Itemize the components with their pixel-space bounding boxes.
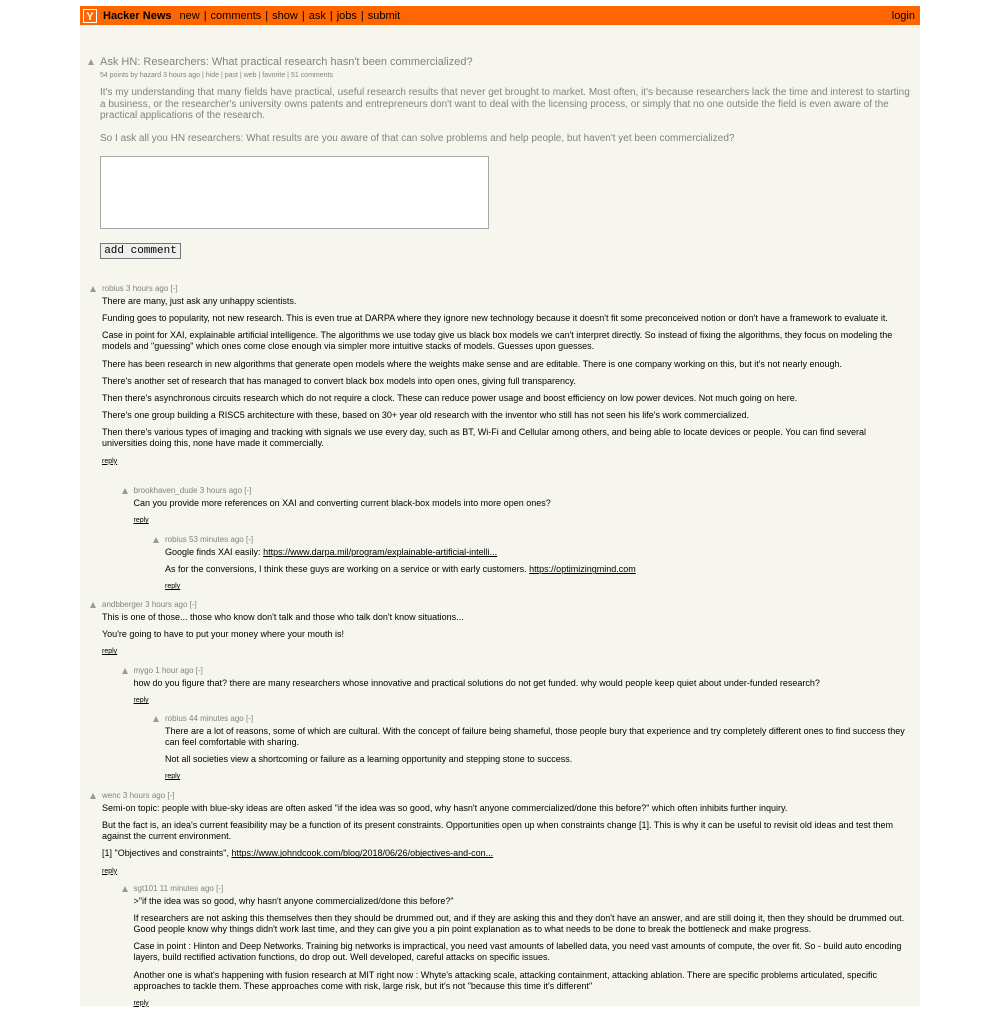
comment-text-segment: There's another set of research that has managed to convert black box models into open ones, giving full transparency. [102, 375, 576, 386]
comment-paragraph [102, 820, 912, 842]
comment-paragraph [102, 803, 912, 814]
reply-link[interactable]: reply [102, 457, 118, 465]
comment-user-link[interactable]: mygo [133, 666, 154, 675]
comment-user-link[interactable]: wenc [102, 791, 121, 800]
comment-age-link[interactable]: 3 hours ago [145, 600, 188, 609]
story-paragraph: So I ask all you HN researchers: What results are you aware of that can solve problems and help people, but haven't yet been commercialized? [100, 132, 735, 144]
collapse-toggle[interactable]: [-] [244, 486, 252, 495]
upvote-arrow-icon[interactable] [90, 793, 96, 799]
upvote-arrow-icon[interactable] [122, 886, 128, 892]
nav-show[interactable]: show [272, 9, 298, 22]
comment [102, 789, 912, 882]
comment-user-link[interactable]: andbberger [102, 600, 143, 609]
nav-comments[interactable]: comments [210, 9, 262, 22]
story-user-link[interactable]: hazard [139, 72, 162, 79]
story-age-link[interactable]: 3 hours ago [163, 72, 201, 79]
comment-text [165, 726, 912, 765]
hide-link[interactable]: hide [205, 72, 220, 79]
comment-paragraph [134, 941, 913, 963]
nav-separator: | [301, 9, 305, 22]
comment-paragraph [134, 678, 913, 689]
comment-paragraph [102, 629, 912, 640]
nav-submit[interactable]: submit [367, 9, 401, 22]
upvote-arrow-icon[interactable] [122, 668, 128, 674]
collapse-toggle[interactable]: [-] [189, 600, 197, 609]
comment [134, 882, 913, 1014]
comment-text-segment: Not all societies view a shortcoming or failure as a learning opportunity and stepping stone to success. [165, 754, 573, 765]
comment-user-link[interactable]: robius [165, 535, 187, 544]
comment-header [134, 882, 913, 896]
past-link[interactable]: past [224, 72, 238, 79]
comment-text-segment: >"if the idea was so good, why hasn't anyone commercialized/done this before?" [133, 896, 454, 906]
web-link[interactable]: web [243, 72, 257, 79]
upvote-arrow-icon[interactable] [88, 59, 94, 65]
reply-link[interactable]: reply [165, 773, 181, 781]
comment-header [134, 484, 913, 498]
comment-paragraph [134, 913, 913, 935]
story-body [100, 87, 912, 155]
comment-text-segment: But the fact is, an idea's current feasibility may be a function of its present constraints. Opportunities open up when constraints change [1]. This is why it can be useful to revisit old ideas and test them against the current environment. [102, 820, 893, 842]
comment-age-link[interactable]: 11 minutes ago [159, 884, 214, 893]
story-subtext: 54 points by hazard 3 hours ago | hide | past | web | favorite | 51 comments [100, 72, 333, 79]
reply-link[interactable]: reply [133, 999, 149, 1007]
reply-link[interactable]: reply [102, 867, 118, 875]
comment [102, 282, 912, 472]
comment-user-link[interactable]: sgt101 [133, 884, 158, 893]
comment-text-segment: Can you provide more references on XAI and converting current black-box models into more open ones? [133, 498, 551, 508]
comment-text [134, 896, 913, 992]
comment-paragraph [165, 547, 912, 558]
comment-text-segment: how do you figure that? there are many researchers whose innovative and practical solutions do not get funded. why would people keep quiet about under-funded research? [133, 678, 820, 688]
comment-text-segment: Semi-on topic: people with blue-sky ideas are often asked "if the idea was so good, why hasn't anyone commercialized/done this before?" which often inhibits further inquiry. [102, 803, 788, 813]
story-title[interactable]: Ask HN: Researchers: What practical research hasn't been commercialized? [100, 56, 473, 68]
nav-new[interactable]: new [179, 9, 200, 22]
comment-link[interactable]: https://www.johndcook.com/blog/2018/06/26/objectives-and-con... [231, 848, 494, 859]
comment [102, 598, 912, 662]
comment [165, 712, 912, 787]
comment-age-link[interactable]: 3 hours ago [199, 486, 243, 495]
comment-text-segment: Another one is what's happening with fusion research at MIT right now : Whyte's attacking scale, attacking containment, attacking ablation. There are specific problems articulated, specific approaches to tackle them. These approaches come with risk, large risk, but it's not "because this time it's different" [133, 969, 877, 991]
favorite-link[interactable]: favorite [262, 72, 286, 79]
comment-header [102, 789, 912, 803]
upvote-arrow-icon[interactable] [90, 286, 96, 292]
comment-text [102, 803, 912, 859]
top-bar [80, 6, 920, 25]
comment-paragraph [102, 313, 912, 324]
comment-text-segment: Google finds XAI easily: [165, 547, 264, 557]
comment-text [134, 498, 913, 509]
collapse-toggle[interactable]: [-] [245, 714, 254, 723]
nav-ask[interactable]: ask [308, 9, 326, 22]
page-container [80, 6, 920, 1006]
comment-text-segment: There's one group building a RISC5 architecture with these, based on 30+ year old research with the inventor who still has not seen his life's work commercialized. [102, 410, 750, 421]
comment-header [134, 664, 913, 678]
comment-paragraph [102, 376, 912, 387]
comment-age-link[interactable]: 3 hours ago [126, 284, 169, 293]
add-comment-button[interactable]: add comment [100, 243, 181, 259]
comment-text-segment: If researchers are not asking this themselves then they should be drummed out, and if they are asking this and they don't have an answer, and are still doing it, then they should be drummed out. Good people know why things didn't work last time, and they can give you a pin point explanation as to what needs to be done to break the bottleneck and make progress. [133, 913, 905, 935]
upvote-arrow-icon[interactable] [153, 716, 159, 722]
comment-header [165, 712, 912, 726]
comment-paragraph [102, 612, 912, 623]
comment [165, 533, 912, 597]
comment-text [134, 678, 913, 689]
comment-text [102, 296, 912, 449]
comment-text-segment: There are a lot of reasons, some of which are cultural. With the concept of failure being shameful, those people bury that experience and try completely different ones to find success they can feel comfortable with sharing. [165, 726, 905, 747]
comment-link[interactable]: https://optimizingmind.com [529, 564, 636, 575]
comment-text-segment: Then there's various types of imaging and tracking with signals we use every day, such as BT, Wi-Fi and Cellular among others, and being able to locate devices or people. You can find several universities doing this, none have made it commercially. [102, 427, 866, 449]
comment-paragraph [102, 410, 912, 421]
login-link[interactable]: login [891, 9, 915, 22]
collapse-toggle[interactable]: [-] [195, 666, 203, 675]
reply-link[interactable]: reply [133, 517, 149, 525]
comment-paragraph [165, 564, 912, 575]
comment-paragraph [165, 726, 912, 748]
site-name-link[interactable]: Hacker News [103, 9, 172, 22]
comment-paragraph [102, 848, 912, 859]
comment-age-link[interactable]: 3 hours ago [122, 791, 166, 800]
comment-text-segment: Then there's asynchronous circuits research which do not require a clock. These can reduce power usage and boost efficiency on low power devices. Not much going on here. [102, 392, 798, 403]
story-paragraph: It's my understanding that many fields have practical, useful research results that never get brought to market. Most often, it's because researchers lack the time and interest to starting a business, or the researcher's university owns patents and entrepreneurs don't want to deal with the licensing process, or simply that no one outside the field is even aware of the practical applications of the research. [100, 87, 910, 121]
comment-header [165, 533, 912, 547]
comment-text-segment: You're going to have to put your money where your mouth is! [102, 629, 345, 640]
collapse-toggle[interactable]: [-] [245, 535, 254, 544]
comment-age-link[interactable]: 44 minutes ago [189, 714, 244, 723]
comment [134, 484, 913, 531]
upvote-arrow-icon[interactable] [153, 537, 159, 543]
comment-text-segment: Case in point : Hinton and Deep Networks. Training big networks is impractical, you need vast amounts of labelled data, you need vast amounts of compute, the over fit. So - build auto encoding layers, build rectified activation functions, do drop out. Well developed, careful attacks on specific issues. [133, 941, 902, 963]
reply-link[interactable]: reply [165, 583, 181, 591]
collapse-toggle[interactable]: [-] [216, 884, 224, 893]
comment-paragraph [102, 330, 912, 352]
nav-separator: | [203, 9, 207, 22]
comment-paragraph [134, 498, 913, 509]
comment-textarea[interactable] [100, 156, 489, 229]
comment-text [102, 612, 912, 640]
upvote-arrow-icon[interactable] [90, 602, 96, 608]
reply-link[interactable]: reply [102, 648, 118, 656]
comment-age-link[interactable]: 53 minutes ago [189, 535, 244, 544]
reply-link[interactable]: reply [133, 697, 149, 705]
nav-separator: | [360, 9, 364, 22]
nav-separator: | [329, 9, 333, 22]
comment-paragraph [102, 296, 912, 307]
comment-paragraph [165, 754, 912, 765]
comment-text-segment: [1] "Objectives and constraints", [102, 848, 232, 859]
by-label: by [130, 72, 138, 79]
comment-user-link[interactable]: robius [102, 284, 124, 293]
comment-paragraph [102, 359, 912, 370]
comment-header [102, 598, 912, 612]
comment-paragraph [134, 896, 913, 907]
upvote-arrow-icon[interactable] [122, 488, 128, 494]
top-nav [180, 10, 401, 22]
nav-separator: | [265, 9, 269, 22]
comment [134, 664, 913, 711]
nav-jobs[interactable]: jobs [336, 9, 357, 22]
comments-count-link[interactable]: 51 comments [290, 72, 333, 79]
comment-header [102, 282, 912, 296]
collapse-toggle[interactable]: [-] [170, 284, 178, 293]
comment-text-segment: As for the conversions, I think these guys are working on a service or with early customers. [165, 564, 530, 575]
comment-user-link[interactable]: brookhaven_dude [133, 486, 198, 495]
comment-text-segment: Case in point for XAI, explainable artificial intelligence. The algorithms we use today give us black box models we can't interpret directly. So instead of fixing the algorithms, they focus on modeling the models and "guessing" which ones come close enough via simpler more intuitive stacks of models. Guesses upon guesses. [102, 330, 893, 352]
comment-paragraph [102, 393, 912, 404]
comment-text-segment: This is one of those... those who know don't talk and those who talk don't know situations... [102, 612, 464, 622]
comment-paragraph [134, 970, 913, 992]
comment-text [165, 547, 912, 575]
comment-age-link[interactable]: 1 hour ago [155, 666, 194, 675]
story-points: 54 points [100, 72, 129, 79]
comment-link[interactable]: https://www.darpa.mil/program/explainable-artificial-intelli... [263, 547, 498, 557]
comment-paragraph [102, 427, 912, 449]
comment-text-segment: There has been research in new algorithms that generate open models where the weights make sense and are editable. There is one company working on this, but it's not nearly enough. [102, 358, 842, 369]
comment-text-segment: Funding goes to popularity, not new research. This is even true at DARPA where they ignore new technology because it doesn't fit some preconceived notion or don't have a framework to evaluate it. [102, 313, 888, 324]
logo-icon[interactable]: Y [83, 9, 97, 23]
comment-user-link[interactable]: robius [165, 714, 187, 723]
comment-text-segment: There are many, just ask any unhappy scientists. [102, 296, 297, 306]
collapse-toggle[interactable]: [-] [167, 791, 175, 800]
